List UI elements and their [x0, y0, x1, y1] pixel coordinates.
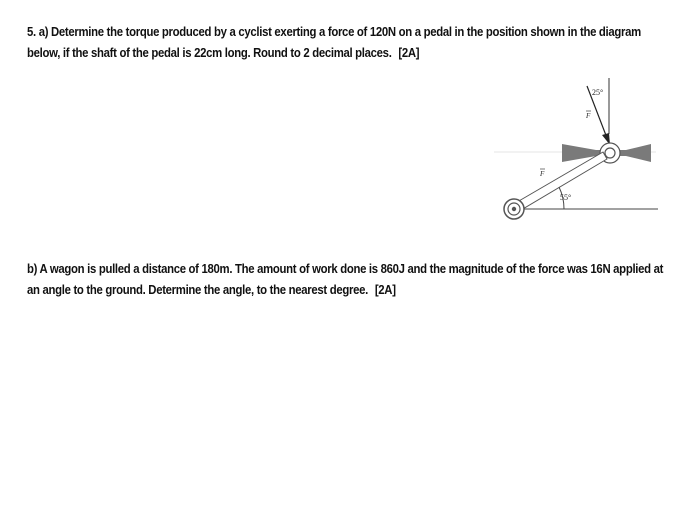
question-a-line-2-text: below, if the shaft of the pedal is 22cm long. Round to 2 decimal places.: [27, 45, 392, 60]
force-label-shaft: F: [540, 170, 545, 178]
question-b: [27, 258, 663, 300]
question-a: [27, 21, 641, 63]
question-a-line-2: [27, 42, 641, 63]
crank-hub-center: [512, 207, 516, 211]
question-a-line-1: 5. a) Determine the torque produced by a cyclist exerting a force of 120N on a pedal in the position shown in the diagram: [27, 24, 641, 39]
pedal-axle-inner: [605, 148, 615, 158]
question-b-line-1: b) A wagon is pulled a distance of 180m. The amount of work done is 860J and the magnitude of the force was 16N applied at: [27, 261, 664, 276]
crank-shaft: [512, 152, 607, 213]
pedal-torque-diagram: [486, 72, 666, 232]
force-label-top: F: [586, 112, 591, 120]
top-angle-label: 25°: [592, 88, 604, 97]
question-b-line-2: [27, 279, 663, 300]
shaft-angle-label: 55°: [560, 193, 572, 202]
question-b-line-2-text: an angle to the ground. Determine the angle, to the nearest degree.: [27, 282, 368, 297]
question-a-marks: [2A]: [398, 45, 420, 60]
question-b-marks: [2A]: [374, 282, 396, 297]
